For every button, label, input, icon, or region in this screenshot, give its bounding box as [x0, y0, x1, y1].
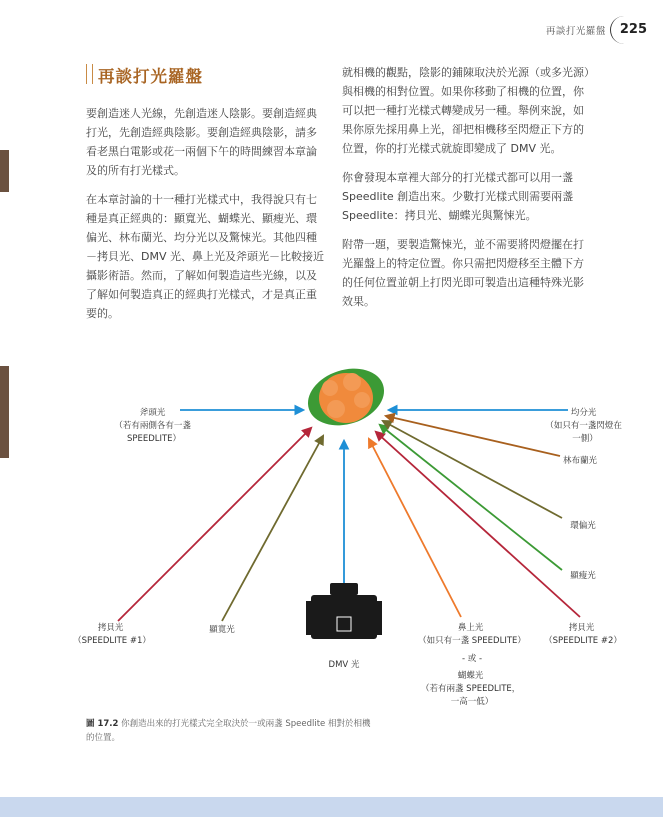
- label-nose: 鼻上光 （如只有一盞 SPEEDLITE）: [418, 623, 526, 646]
- copy-1-arrow: [118, 428, 311, 621]
- label-rembrandt: 林布蘭光: [562, 456, 598, 466]
- caption-text: 你創造出來的打光樣式完全取決於一或兩盞 Speedlite 相對於相機的位置。: [86, 719, 371, 743]
- figure-number: 圖 17.2: [86, 719, 119, 729]
- subject-head-icon: [301, 360, 392, 435]
- page-number: 225: [612, 22, 647, 37]
- label-split-light: 均分光 （如只有一盞閃燈在 一側）: [545, 408, 622, 444]
- left-column: [86, 104, 326, 333]
- label-copy-2: 拷貝光 （SPEEDLITE #2）: [544, 623, 622, 646]
- label-loop: 環偏光: [570, 521, 596, 531]
- edge-image-strip: [0, 150, 9, 192]
- label-axe-light: 斧頭光 （若有兩側各有一盞 SPEEDLITE）: [114, 408, 191, 444]
- paragraph: 要創造迷人光線，先創造迷人陰影。要創造經典打光，先創造經典陰影。要創造經典陰影，請多看老黑白電影或花一兩個下午的時間練習本章論及的所有打光樣式。: [86, 107, 317, 177]
- broad-light-arrow: [222, 436, 323, 621]
- label-short: 顯瘦光: [570, 571, 596, 581]
- figure-caption: [86, 717, 376, 745]
- paragraph: 你會發現本章裡大部分的打光樣式都可以用一盞 Speedlite 創造出來。少數打光樣式則需要兩盞 Speedlite：拷貝光、蝴蝶光與驚悚光。: [342, 171, 574, 222]
- label-butterfly: 蝴蝶光 （若有兩盞 SPEEDLITE， 一高一低）: [420, 671, 521, 707]
- paragraph: 就相機的觀點，陰影的鋪陳取決於光源（或多光源）與相機的相對位置。如果你移動了相機的位置，你可以把一種打光樣式轉變成另一種。舉例來說，如果你原先採用鼻上光，卻把相機移至閃燈正下方的位置，你的打光樣式就旋即變成了 DMV 光。: [342, 66, 590, 155]
- paragraph: 附帶一題，要製造驚悚光，並不需要將閃燈擺在打光羅盤上的特定位置。你只需把閃燈移至主體下方的任何位置並朝上打閃光即可製造出這種特殊光影效果。: [342, 238, 584, 308]
- nose-light-arrow: [369, 439, 461, 617]
- label-copy-1: 拷貝光 （SPEEDLITE #1）: [73, 623, 151, 646]
- page-header: [546, 22, 647, 37]
- right-column: [342, 63, 590, 321]
- footer-band: [0, 797, 663, 817]
- lighting-compass-diagram: [0, 360, 663, 710]
- label-or: - 或 -: [461, 654, 483, 664]
- paragraph: 在本章討論的十一種打光樣式中，我得說只有七種是真正經典的：顯寬光、蝴蝶光、顯瘦光、環偏光、林布蘭光、均分光以及驚悚光。其他四種－拷貝光、DMV 光、鼻上光及斧頭光－比較接近攝影術語。然而，了解如何製造這些光線，以及了解如何製造真正的經典打光樣式，才是真正重要的。: [86, 193, 324, 320]
- label-dmv: DMV 光: [328, 660, 360, 670]
- label-broad: 顯寬光: [209, 625, 235, 635]
- short-light-arrow: [380, 425, 562, 570]
- camera-icon: [306, 583, 382, 639]
- running-head: 再談打光羅盤: [545, 25, 606, 37]
- copy-2-arrow: [376, 432, 580, 617]
- section-title: 再談打光羅盤: [86, 63, 203, 87]
